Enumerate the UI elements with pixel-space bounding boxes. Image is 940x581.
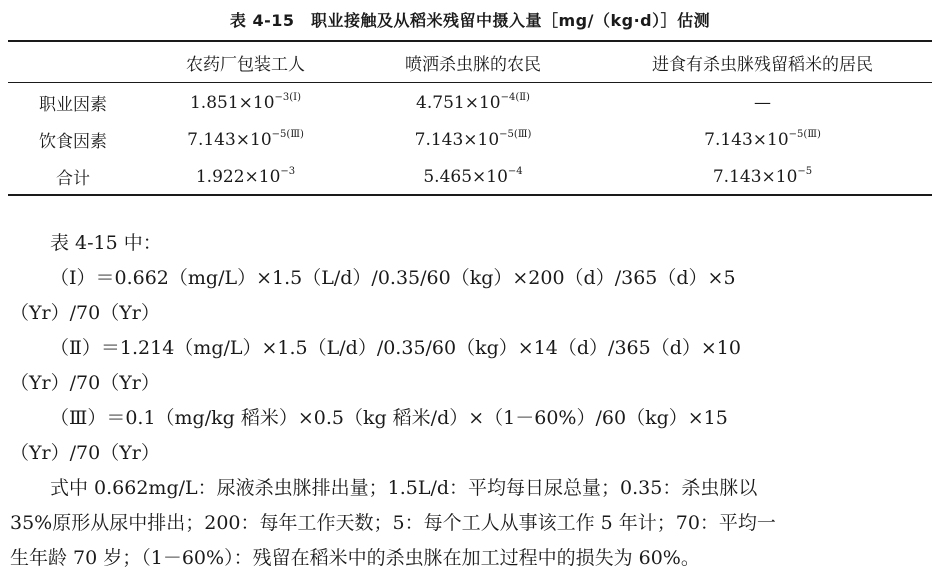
cell-exponent: −4(Ⅱ) <box>500 91 530 103</box>
cell-exponent: −4 <box>507 165 523 177</box>
cell-value: 1.851×10 <box>189 92 275 113</box>
row-label: 饮食因素 <box>39 132 107 152</box>
table-cell <box>353 82 593 121</box>
table-cell <box>138 82 353 121</box>
cell-exponent: −5(Ⅲ) <box>788 128 821 140</box>
explanation-line-3: 生年龄 70 岁；（1－60%）：残留在稻米中的杀虫脒在加工过程中的损失为 60%。 <box>10 547 700 569</box>
cell-value: 5.465×10 <box>423 166 508 187</box>
row-label: 合计 <box>56 169 90 189</box>
cell-exponent: −3(Ⅰ) <box>274 91 302 103</box>
row-label: 职业因素 <box>39 95 107 115</box>
table-header-cell <box>8 43 138 82</box>
table-cell <box>138 121 353 158</box>
cell-exponent: −5 <box>797 165 813 177</box>
cell-value: 4.751×10 <box>416 92 501 113</box>
table-cell <box>138 158 353 195</box>
formula-1-line-2: （Yr）/70（Yr） <box>10 302 160 324</box>
cell-value: 7.143×10 <box>704 129 789 150</box>
table-header-cell: 喷洒杀虫脒的农民 <box>405 55 541 75</box>
table-row <box>8 158 932 195</box>
body-text <box>10 226 930 576</box>
cell-exponent: −5(Ⅲ) <box>271 128 304 140</box>
explanation-line-1: 式中 0.662mg/L：尿液杀虫脒排出量；1.5L/d：平均每日尿总量；0.35：杀虫脒以 <box>50 477 758 499</box>
cell-exponent: −5(Ⅲ) <box>499 128 532 140</box>
formula-1-line-1: （Ⅰ）＝0.662（mg/L）×1.5（L/d）/0.35/60（kg）×200（d）/365（d）×5 <box>50 267 736 289</box>
table-cell <box>593 82 932 121</box>
explanation-line-2: 35%原形从尿中排出；200：每年工作天数；5：每个工人从事该工作 5 年计；70：平均一 <box>10 512 776 534</box>
table-caption: 表 4-15 职业接触及从稻米残留中摄入量［mg/（kg·d）］估测 <box>229 11 711 30</box>
formula-3-line-2: （Yr）/70（Yr） <box>10 442 160 464</box>
table-cell <box>593 121 932 158</box>
intro-line: 表 4-15 中： <box>50 232 162 254</box>
table-top-rule <box>8 40 932 42</box>
table-header-row <box>8 43 932 82</box>
cell-value: — <box>754 92 771 113</box>
formula-2-line-2: （Yr）/70（Yr） <box>10 372 160 394</box>
cell-value: 7.143×10 <box>712 166 798 187</box>
cell-value: 7.143×10 <box>187 129 272 150</box>
table-cell <box>593 158 932 195</box>
cell-value: 1.922×10 <box>195 166 281 187</box>
table-header-cell: 农药厂包装工人 <box>186 55 305 75</box>
formula-2-line-1: （Ⅱ）＝1.214（mg/L）×1.5（L/d）/0.35/60（kg）×14（d）/365（d）×10 <box>50 337 741 359</box>
cell-exponent: −3 <box>280 165 296 177</box>
formula-3-line-1: （Ⅲ）＝0.1（mg/kg 稻米）×0.5（kg 稻米/d）×（1－60%）/60（kg）×15 <box>50 407 728 429</box>
intake-table <box>8 43 932 195</box>
table-row <box>8 121 932 158</box>
table-header-cell: 进食有杀虫脒残留稻米的居民 <box>652 55 873 75</box>
table-cell <box>353 121 593 158</box>
cell-value: 7.143×10 <box>414 129 500 150</box>
table-row <box>8 82 932 121</box>
table-cell <box>353 158 593 195</box>
